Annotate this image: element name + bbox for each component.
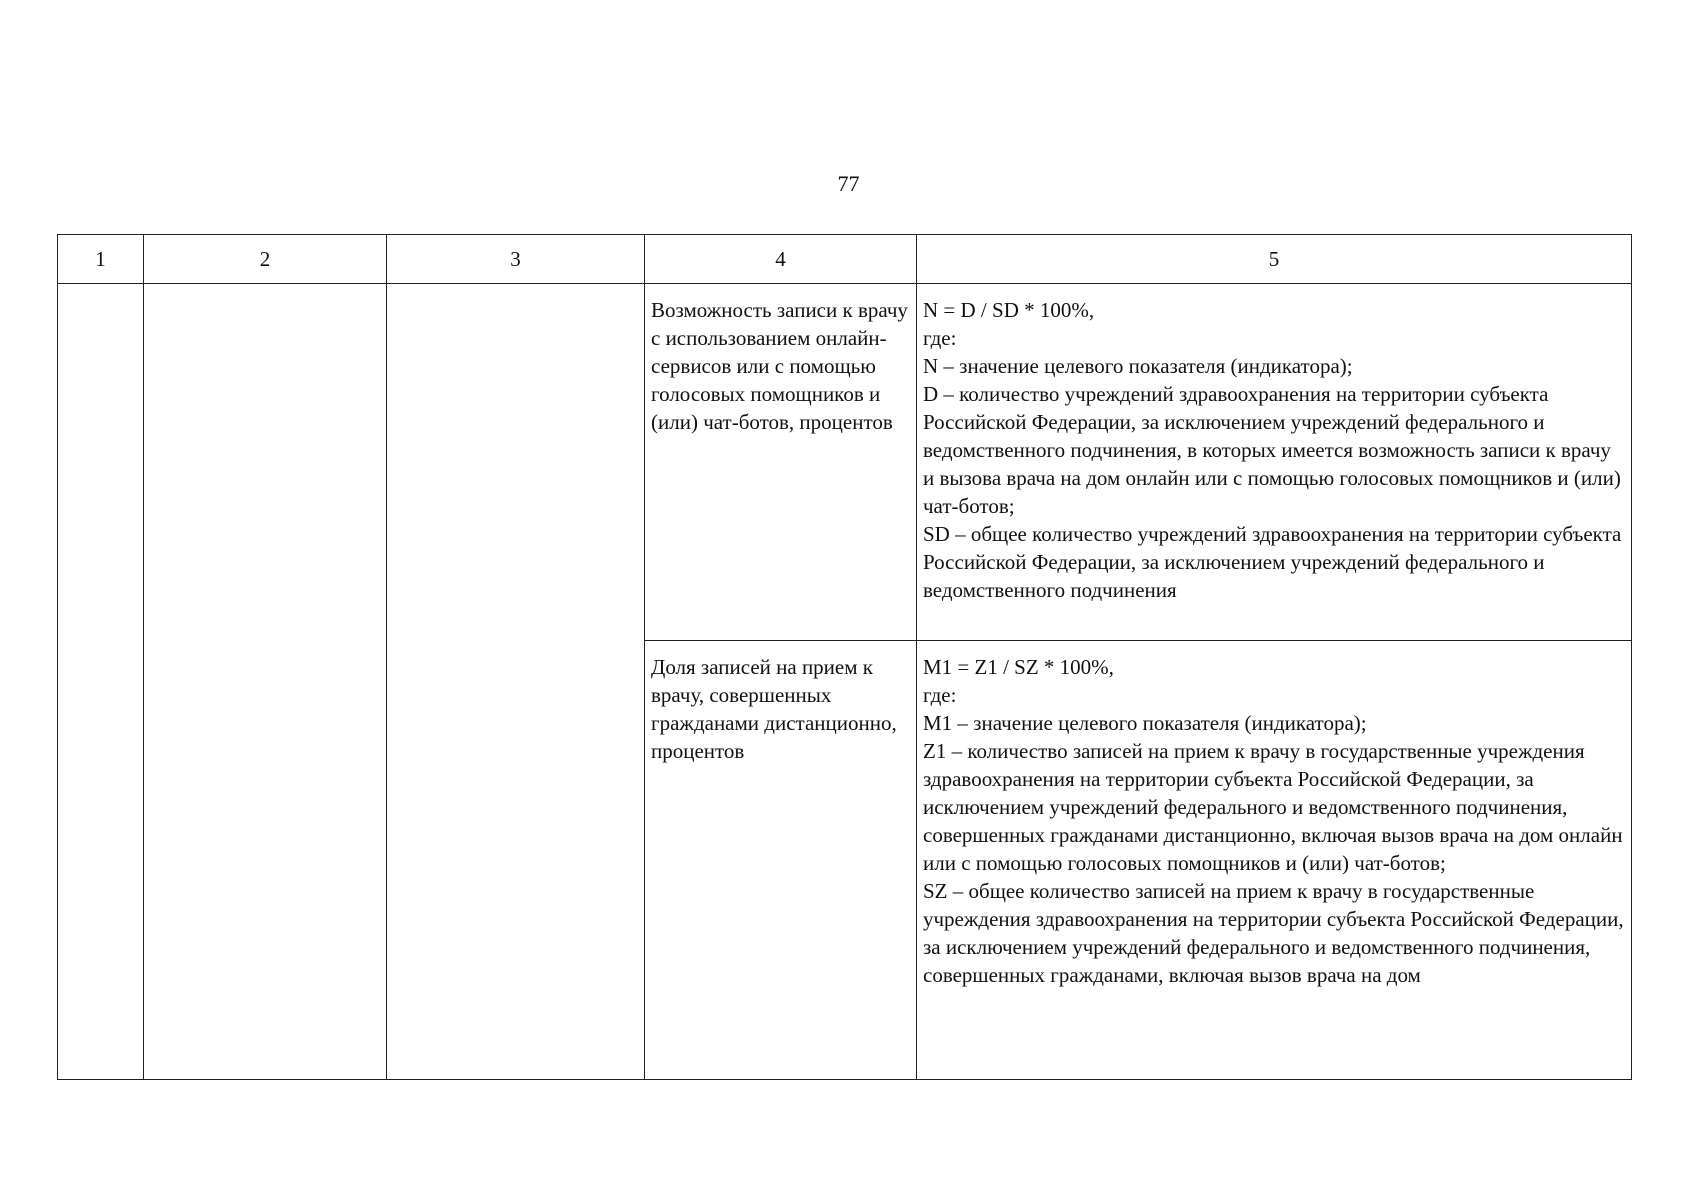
formula-text [917, 641, 1631, 989]
cell-col2-empty [144, 284, 387, 1080]
formula-line: SD – общее количество учреждений здравоохранения на территории субъекта Российской Федерации, за исключением учреждений федерального и ведомственного подчинения [923, 522, 1622, 602]
formula-line: SZ – общее количество записей на прием к врачу в государственные учреждения здравоохранения на территории субъекта Российской Федерации, за исключением учреждений федерального и ведомственного подчинения, совершенных гражданами, включая вызов врача на дом [923, 879, 1624, 987]
column-header-2: 2 [144, 235, 387, 284]
cell-col1-empty [58, 284, 144, 1080]
column-header-3: 3 [387, 235, 645, 284]
formula-cell [917, 284, 1632, 641]
column-header-5: 5 [917, 235, 1632, 284]
formula-cell [917, 641, 1632, 1080]
formula-line: M1 = Z1 / SZ * 100%, [923, 655, 1114, 679]
indicator-name: Возможность записи к врачу с использованием онлайн-сервисов или с помощью голосовых помощников и (или) чат-ботов, процентов [651, 298, 908, 434]
formula-line: где: [923, 326, 957, 350]
page-number: 77 [837, 171, 860, 196]
formula-line: D – количество учреждений здравоохранения на территории субъекта Российской Федерации, за исключением учреждений федерального и ведомственного подчинения, в которых имеется возможность записи к врачу и вызова врача на дом онлайн или с помощью голосовых помощников и (или) чат-ботов; [923, 382, 1621, 518]
formula-line: где: [923, 683, 957, 707]
indicator-name-cell [645, 284, 917, 641]
table-header-row [58, 235, 1632, 284]
formula-line: N = D / SD * 100%, [923, 298, 1095, 322]
column-header-4: 4 [645, 235, 917, 284]
column-header-1: 1 [58, 235, 144, 284]
cell-col3-empty [387, 284, 645, 1080]
indicator-name: Доля записей на прием к врачу, совершенных гражданами дистанционно, процентов [651, 655, 897, 763]
formula-line: Z1 – количество записей на прием к врачу в государственные учреждения здравоохранения на территории субъекта Российской Федерации, за исключением учреждений федерального и ведомственного подчинения, совершенных гражданами дистанционно, включая вызов врача на дом онлайн или с помощью голосовых помощников и (или) чат-ботов; [923, 739, 1623, 875]
formula-text [917, 284, 1631, 604]
formula-line: M1 – значение целевого показателя (индикатора); [923, 711, 1367, 735]
table-row [58, 284, 1632, 641]
indicators-table [57, 234, 1632, 1080]
indicator-name-cell [645, 641, 917, 1080]
formula-line: N – значение целевого показателя (индикатора); [923, 354, 1353, 378]
